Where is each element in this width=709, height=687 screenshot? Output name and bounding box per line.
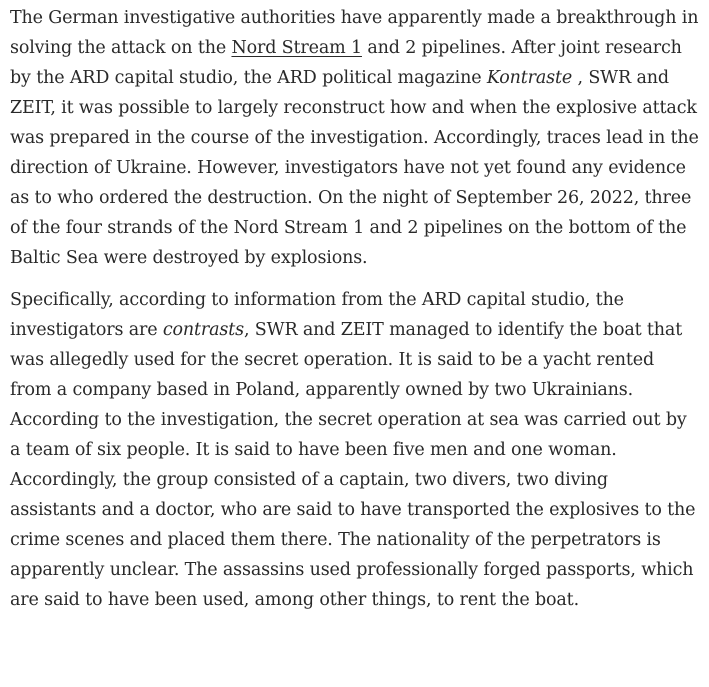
paragraph-2-text-b: , SWR and ZEIT managed to identify the boat that was allegedly used for the secret operation. It is said to be a yacht rented from a company based in Poland, apparently owned by two Ukrainians. According to the investigation, the secret operation at sea was carried out by a team of six people. It is said to have been five men and one woman. Accordingly, the group consisted of a captain, two divers, two diving assistants and a doctor, who are said to have transported the explosives to the crime scenes and placed them there. The nationality of the perpetrators is apparently unclear. The assassins used professionally forged passports, which are said to have been used, among other things, to rent the boat. [10, 320, 696, 610]
paragraph-2-text-a: Specifically, according to information from the ARD capital studio, the investigators are [10, 290, 624, 340]
paragraph-1-text-a: The German investigative authorities have apparently made a breakthrough in solving the attack on the [10, 8, 699, 58]
paragraph-1-text-c: , SWR and ZEIT, it was possible to largely reconstruct how and when the explosive attack was prepared in the course of the investigation. Accordingly, traces lead in the direction of Ukraine. However, investigators have not yet found any evidence as to who ordered the destruction. On the night of September 26, 2022, three of the four strands of the Nord Stream 1 and 2 pipelines on the bottom of the Baltic Sea were destroyed by explosions. [10, 68, 699, 268]
contrasts-italic: contrasts [162, 320, 244, 340]
article-paragraph-1 [10, 3, 699, 273]
article-paragraph-2 [10, 285, 699, 615]
nord-stream-1-link[interactable]: Nord Stream 1 [231, 38, 362, 58]
paragraph-1-text-b: and 2 pipelines. After joint research by the ARD capital studio, the ARD political magazine [10, 38, 682, 88]
kontraste-italic: Kontraste [486, 68, 573, 88]
